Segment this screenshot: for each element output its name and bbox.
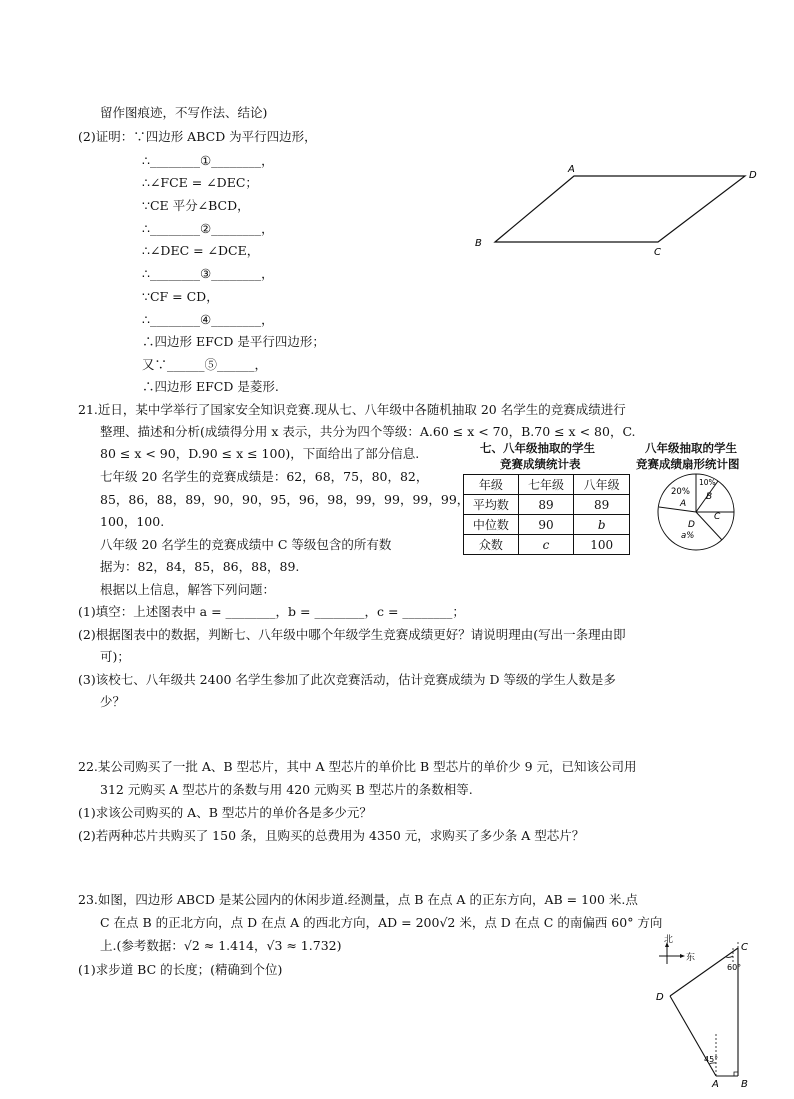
table-cell: c: [518, 535, 574, 555]
table-header-cell: 七年级: [518, 475, 574, 495]
table-header-cell: 年级: [464, 475, 519, 495]
q21-line-f: 100，100.: [100, 514, 165, 529]
angle-label-45: 45°: [704, 1055, 719, 1064]
proof-line-3: ∴∠FCE = ∠DEC；: [142, 175, 258, 190]
q23-line-c: 上.(参考数据：√2 ≈ 1.414，√3 ≈ 1.732): [100, 938, 342, 953]
point-label-b: B: [741, 1079, 748, 1088]
pie-label-b: B: [706, 492, 713, 502]
pie-title-2: 竞赛成绩扇形统计图: [636, 457, 740, 471]
pie-label-20: 20%: [671, 487, 690, 497]
q23-line-a: 23.如图，四边形 ABCD 是某公园内的休闲步道.经测量，点 B 在点 A 的正东方向，AB = 100 米.点: [78, 892, 638, 907]
q21-line-a: 21.近日，某中学举行了国家安全知识竞赛.现从七、八年级中各随机抽取 20 名学生的竞赛成绩进行: [78, 402, 626, 417]
q21-line-n: 少？: [100, 694, 126, 709]
proof-line-11: 又∵______⑤______，: [142, 357, 268, 372]
compass-east-label: 东: [686, 953, 696, 963]
table-cell: 100: [574, 535, 630, 555]
proof-line-9: ∴________④________，: [142, 312, 274, 327]
q22-line-b: 312 元购买 A 型芯片的条数与用 420 元购买 B 型芯片的条数相等.: [100, 782, 473, 797]
proof-line-4: ∵CE 平分∠BCD，: [142, 198, 250, 213]
q21-line-m: (3)该校七、八年级共 2400 名学生参加了此次竞赛活动，估计竞赛成绩为 D 等级的学生人数是多: [78, 672, 616, 687]
pie-title-1: 八年级抽取的学生: [645, 441, 737, 455]
table-row: [464, 495, 630, 515]
q22-line-c: (1)求该公司购买的 A、B 型芯片的单价各是多少元？: [78, 805, 372, 820]
table-row: [464, 535, 630, 555]
proof-line-12: ∴四边形 EFCD 是菱形.: [142, 379, 279, 394]
q21-line-h: 据为：82，84，85，86，88，89.: [100, 559, 300, 574]
proof-line-7: ∴________③________，: [142, 266, 274, 281]
proof-line-6: ∴∠DEC = ∠DCE，: [142, 243, 260, 258]
parallelogram-figure: [470, 160, 760, 260]
q21-line-l: 可)；: [100, 649, 130, 664]
table-cell: 中位数: [464, 515, 519, 535]
pie-label-d: D: [688, 520, 695, 530]
q21-line-d: 七年级 20 名学生的竞赛成绩是：62，68，75，80，82，: [100, 469, 429, 484]
pie-label-c: C: [714, 512, 721, 522]
table-cell: 90: [518, 515, 574, 535]
point-label-d: D: [656, 992, 664, 1003]
segment-dc: [670, 948, 738, 996]
table-header-cell: 八年级: [574, 475, 630, 495]
vertex-label-c: C: [654, 247, 661, 258]
proof-line-5: ∴________②________，: [142, 221, 274, 236]
vertex-label-d: D: [749, 170, 757, 181]
proof-line-8: ∵CF = CD，: [142, 289, 219, 304]
table-cell: 89: [574, 495, 630, 515]
pie-chart: [654, 472, 744, 552]
q22-line-d: (2)若两种芯片共购买了 150 条，且购买的总费用为 4350 元，求购买了多少条 A 型芯片？: [78, 828, 585, 843]
point-label-a: A: [712, 1079, 719, 1088]
q23-line-d: (1)求步道 BC 的长度；(精确到个位): [78, 962, 283, 977]
table-cell: b: [574, 515, 630, 535]
quadrilateral-figure: [650, 938, 760, 1088]
table-header-row: [464, 475, 630, 495]
parallelogram-outline: [495, 176, 745, 242]
table-cell: 平均数: [464, 495, 519, 515]
q23-line-b: C 在点 B 的正北方向，点 D 在点 A 的西北方向，AD = 200√2 米，点 D 在点 C 的南偏西 60° 方向: [100, 915, 663, 930]
table-row: [464, 515, 630, 535]
stats-table: [463, 474, 630, 555]
angle-label-60: 60°: [727, 963, 742, 972]
vertex-label-b: B: [475, 238, 482, 249]
proof-line-1: (2)证明：∵四边形 ABCD 为平行四边形，: [78, 129, 317, 144]
right-angle-b: [734, 1072, 738, 1076]
q21-line-b: 整理、描述和分析(成绩得分用 x 表示，共分为四个等级：A.60 ≤ x < 70，B.70 ≤ x < 80，C.: [100, 424, 636, 439]
compass-north-label: 北: [664, 935, 674, 945]
table-title-2: 竞赛成绩统计表: [500, 457, 581, 471]
pie-label-10: 10%: [699, 478, 716, 487]
table-cell: 89: [518, 495, 574, 515]
proof-line-2: ∴________①________，: [142, 153, 274, 168]
pie-label-a-percent: a%: [681, 531, 695, 541]
q21-line-k: (2)根据图表中的数据，判断七、八年级中哪个年级学生竞赛成绩更好？请说明理由(写出一条理由即: [78, 627, 626, 642]
q21-line-j: (1)填空：上述图表中 a = ________，b = ________，c = ________；: [78, 604, 465, 619]
q21-line-i: 根据以上信息，解答下列问题：: [100, 582, 276, 597]
vertex-label-a: A: [568, 164, 575, 175]
pie-label-a: A: [680, 499, 687, 509]
proof-line-10: ∴四边形 EFCD 是平行四边形；: [142, 334, 325, 349]
point-label-c: C: [741, 942, 748, 953]
q21-line-c: 80 ≤ x < 90，D.90 ≤ x ≤ 100)，下面给出了部分信息.: [100, 446, 420, 461]
table-title-1: 七、八年级抽取的学生: [480, 441, 595, 455]
proof-line-0: 留作图痕迹，不写作法、结论): [100, 105, 268, 120]
q22-line-a: 22.某公司购买了一批 A、B 型芯片，其中 A 型芯片的单价比 B 型芯片的单价少 9 元，已知该公司用: [78, 759, 637, 774]
table-cell: 众数: [464, 535, 519, 555]
q21-line-g: 八年级 20 名学生的竞赛成绩中 C 等级包含的所有数: [100, 537, 392, 552]
q21-line-e: 85，86，88，89，90，90，95，96，98，99，99，99，99，: [100, 492, 470, 507]
